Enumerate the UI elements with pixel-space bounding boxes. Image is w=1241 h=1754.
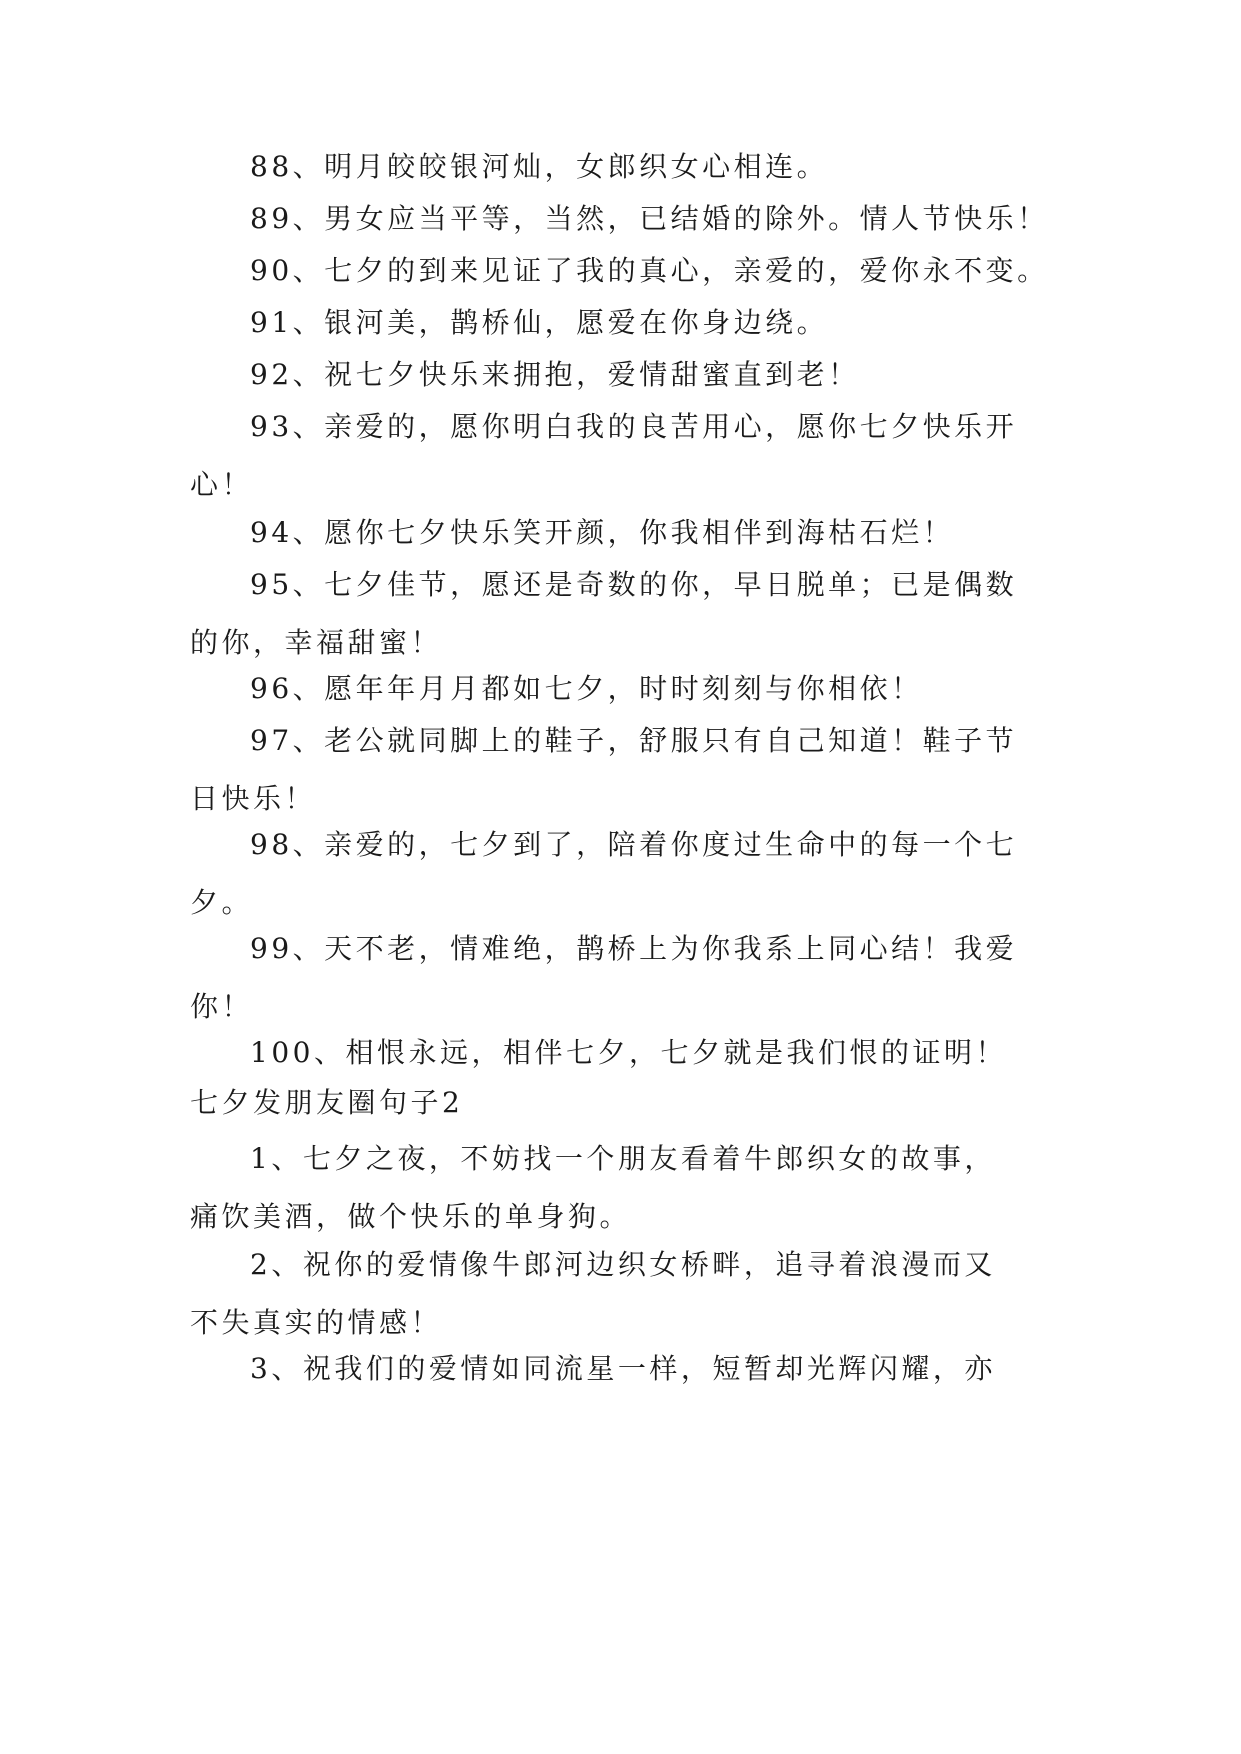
paragraph-94 bbox=[190, 504, 1060, 562]
paragraph-98 bbox=[190, 816, 1060, 932]
section-heading bbox=[190, 1074, 1060, 1132]
paragraph-line: 95、七夕佳节，愿还是奇数的你，早日脱单；已是偶数 bbox=[250, 568, 1018, 601]
paragraph-line: 1、七夕之夜，不妨找一个朋友看着牛郎织女的故事， bbox=[250, 1142, 996, 1175]
section-paragraph-3 bbox=[190, 1340, 1060, 1398]
paragraph-line: 心！ bbox=[190, 468, 254, 501]
paragraph-line: 2、祝你的爱情像牛郎河边织女桥畔，追寻着浪漫而又 bbox=[250, 1248, 996, 1281]
paragraph-90 bbox=[190, 242, 1060, 300]
paragraph-line: 91、银河美，鹊桥仙，愿爱在你身边绕。 bbox=[250, 306, 829, 339]
paragraph-99 bbox=[190, 920, 1060, 1036]
paragraph-line: 92、祝七夕快乐来拥抱，爱情甜蜜直到老！ bbox=[250, 358, 860, 391]
paragraph-92 bbox=[190, 346, 1060, 404]
paragraph-line: 100、相恨永远，相伴七夕，七夕就是我们恨的证明！ bbox=[250, 1036, 1007, 1069]
paragraph-line: 94、愿你七夕快乐笑开颜，你我相伴到海枯石烂！ bbox=[250, 516, 955, 549]
paragraph-line: 3、祝我们的爱情如同流星一样，短暂却光辉闪耀，亦 bbox=[250, 1352, 996, 1385]
paragraph-88 bbox=[190, 138, 1060, 196]
paragraph-line: 93、亲爱的，愿你明白我的良苦用心，愿你七夕快乐开 bbox=[250, 410, 1018, 443]
paragraph-89 bbox=[190, 190, 1060, 248]
paragraph-line: 97、老公就同脚上的鞋子，舒服只有自己知道！鞋子节 bbox=[250, 724, 1018, 757]
section-paragraph-1 bbox=[190, 1130, 1060, 1246]
paragraph-line: 99、天不老，情难绝，鹊桥上为你我系上同心结！我爱 bbox=[250, 932, 1018, 965]
paragraph-line: 日快乐！ bbox=[190, 782, 317, 815]
paragraph-93 bbox=[190, 398, 1060, 514]
paragraph-line: 夕。 bbox=[190, 886, 254, 919]
paragraph-95 bbox=[190, 556, 1060, 672]
document-page bbox=[190, 0, 1060, 1754]
section-paragraph-2 bbox=[190, 1236, 1060, 1352]
paragraph-line: 你！ bbox=[190, 990, 254, 1023]
paragraph-91 bbox=[190, 294, 1060, 352]
paragraph-line: 的你，幸福甜蜜！ bbox=[190, 626, 443, 659]
paragraph-97 bbox=[190, 712, 1060, 828]
paragraph-line: 89、男女应当平等，当然，已结婚的除外。情人节快乐！ bbox=[250, 202, 1049, 235]
paragraph-line: 96、愿年年月月都如七夕，时时刻刻与你相依！ bbox=[250, 672, 923, 705]
paragraph-96 bbox=[190, 660, 1060, 718]
paragraph-line: 98、亲爱的，七夕到了，陪着你度过生命中的每一个七 bbox=[250, 828, 1018, 861]
paragraph-line: 不失真实的情感！ bbox=[190, 1306, 443, 1339]
paragraph-line: 痛饮美酒，做个快乐的单身狗。 bbox=[190, 1200, 632, 1233]
paragraph-line: 88、明月皎皎银河灿，女郎织女心相连。 bbox=[250, 150, 829, 183]
paragraph-line: 90、七夕的到来见证了我的真心，亲爱的，爱你永不变。 bbox=[250, 254, 1049, 287]
section-heading-text: 七夕发朋友圈句子2 bbox=[190, 1086, 464, 1119]
